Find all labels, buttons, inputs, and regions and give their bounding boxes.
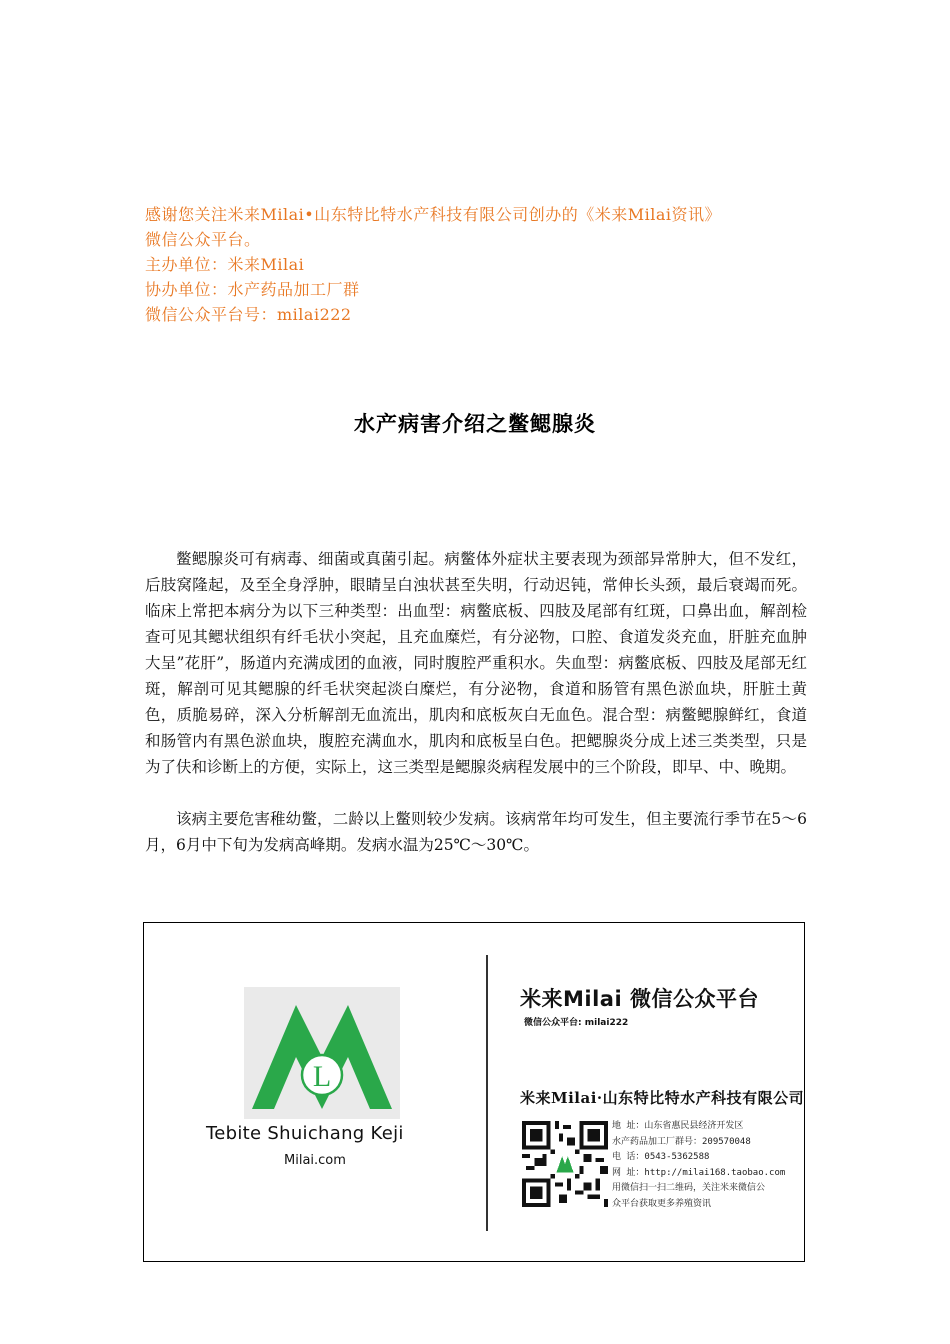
info-line: 地 址：山东省惠民县经济开发区 (612, 1121, 744, 1131)
card-title: 米来Milai 微信公众平台 (520, 987, 759, 1011)
intro-line: 主办单位：米来Milai (145, 255, 305, 274)
intro-line: 协办单位：水产药品加工厂群 (145, 280, 360, 299)
info-line: 电 话：0543-5362588 (612, 1152, 710, 1162)
card-divider (486, 955, 488, 1231)
qr-code-icon (522, 1121, 608, 1207)
info-line: 网 址：http://milai168.taobao.com (612, 1167, 786, 1178)
card-info (612, 1119, 802, 1212)
logo-letter: L (312, 1060, 332, 1093)
intro-block (145, 202, 825, 327)
company-logo (244, 987, 400, 1119)
intro-line: 微信公众平台。 (145, 230, 261, 249)
info-line: 用微信扫一扫二维码，关注米来微信公 (612, 1183, 766, 1193)
logo-mountain-icon (244, 987, 400, 1119)
brand-name-en: Tebite Shuichang Keji (206, 1123, 404, 1144)
brand-url: Milai.com (284, 1153, 346, 1168)
article-paragraph: 该病主要危害稚幼鳖，二龄以上鳖则较少发病。该病常年均可发生，但主要流行季节在5～6月，6月中下旬为发病高峰期。发病水温为25℃～30℃。 (145, 810, 807, 854)
article-title: 水产病害介绍之鳖鳃腺炎 (354, 411, 596, 436)
article-paragraph: 鳖鳃腺炎可有病毒、细菌或真菌引起。病鳖体外症状主要表现为颈部异常肿大，但不发红，后肢窝隆起，及至全身浮肿，眼睛呈白浊状甚至失明，行动迟钝，常伸长头颈，最后衰竭而死。临床上常把本病分为以下三种类型：出血型：病鳖底板、四肢及尾部有红斑，口鼻出血，解剖检查可见其鳃状组织有纤毛状小突起，且充血糜烂，有分泌物，口腔、食道发炎充血，肝脏充血肿大呈”花肝”，肠道内充满成团的血液，同时腹腔严重积水。失血型：病鳖底板、四肢及尾部无红斑，解剖可见其鳃腺的纤毛状突起淡白糜烂，有分泌物，食道和肠管有黑色淤血块，肝脏土黄色，质脆易碎，深入分析解剖无血流出，肌肉和底板灰白无血色。混合型：病鳖鳃腺鲜红，食道和肠管内有黑色淤血块，腹腔充满血水，肌肉和底板呈白色。把鳃腺炎分成上述三类类型，只是为了伕和诊断上的方便，实际上，这三类型是鳃腺炎病程发展中的三个阶段，即早、中、晚期。 (145, 550, 807, 776)
info-line: 众平台获取更多养殖资讯 (612, 1198, 712, 1209)
business-card (143, 922, 805, 1262)
card-subtitle: 微信公众平台: milai222 (524, 1018, 629, 1028)
intro-line: 感谢您关注米来Milai•山东特比特水产科技有限公司创办的《米来Milai资讯》 (145, 205, 721, 224)
info-line: 水产药品加工厂群号：209570048 (612, 1136, 751, 1147)
intro-line: 微信公众平台号：milai222 (145, 305, 352, 324)
article-body (145, 546, 807, 858)
card-company: 米来Milai·山东特比特水产科技有限公司 (520, 1089, 805, 1107)
